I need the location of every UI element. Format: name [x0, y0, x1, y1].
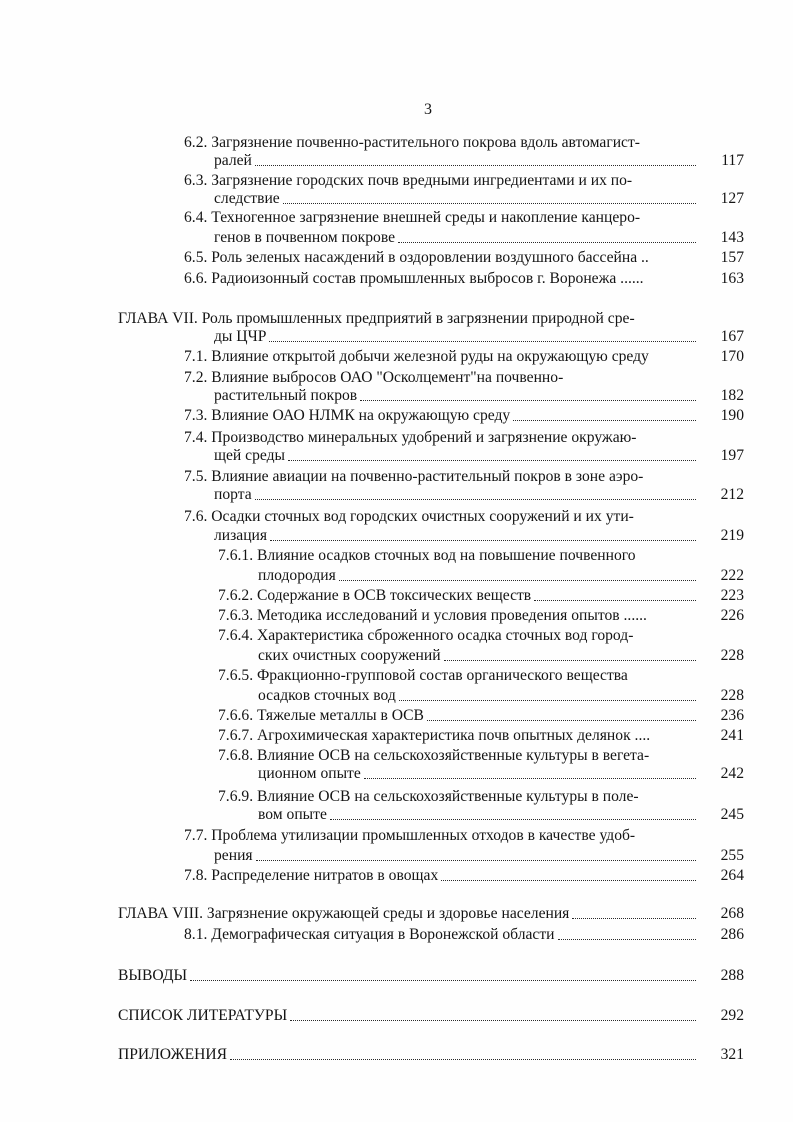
- toc-text: 6.6. Радиоизонный состав промышленных выбросов г. Воронежа ......: [184, 270, 644, 287]
- toc-line: [258, 686, 700, 706]
- toc-line: [218, 666, 628, 686]
- dot-leader: [339, 580, 696, 581]
- toc-line: [258, 805, 700, 825]
- dot-leader: [256, 860, 696, 861]
- toc-line: [218, 706, 700, 726]
- toc-page: 245: [720, 806, 744, 823]
- toc-page: 163: [720, 270, 744, 287]
- toc-text: 7.6. Осадки сточных вод городских очистных сооружений и их ути-: [184, 508, 634, 525]
- toc-text: следствие: [214, 190, 280, 207]
- toc-text: 7.6.5. Фракционно-групповой состав органического вещества: [218, 667, 628, 684]
- dot-leader: [360, 400, 696, 401]
- toc-text: 6.2. Загрязнение почвенно-растительного покрова вдоль автомагист-: [184, 134, 640, 151]
- toc-line: [214, 189, 700, 209]
- toc-page: 292: [720, 1007, 744, 1024]
- toc-line: [214, 386, 700, 406]
- toc-line: [118, 1045, 700, 1065]
- dot-leader: [444, 660, 696, 661]
- toc-text: 6.5. Роль зеленых насаждений в оздоровлении воздушного бассейна ..: [184, 249, 649, 266]
- toc-text: ГЛАВА VII. Роль промышленных предприятий в загрязнении природной сре-: [118, 310, 635, 327]
- toc-page: 212: [720, 486, 744, 503]
- toc-page: 321: [720, 1046, 744, 1063]
- toc-text: 7.6.6. Тяжелые металлы в ОСВ: [218, 707, 424, 724]
- toc-line: [184, 171, 632, 191]
- toc-text: 7.6.1. Влияние осадков сточных вод на повышение почвенного: [218, 547, 636, 564]
- toc-line: [184, 248, 700, 268]
- dot-leader: [269, 341, 696, 342]
- page-number: 3: [424, 101, 432, 118]
- toc-line: [184, 269, 700, 289]
- toc-page: 222: [720, 567, 744, 584]
- toc-page: 223: [720, 587, 744, 604]
- toc-page: 167: [720, 328, 744, 345]
- toc-line: [184, 467, 643, 487]
- dot-leader: [364, 778, 696, 779]
- toc-line: [258, 646, 700, 666]
- toc-line: [258, 566, 700, 586]
- toc-line: [214, 228, 700, 248]
- dot-leader: [399, 700, 696, 701]
- toc-text: 8.1. Демографическая ситуация в Воронежской области: [184, 926, 555, 943]
- toc-text: генов в почвенном покрове: [214, 229, 396, 246]
- toc-text: СПИСОК ЛИТЕРАТУРЫ: [118, 1007, 288, 1024]
- toc-line: [218, 787, 639, 807]
- toc-line: [214, 327, 700, 347]
- toc-page: 264: [720, 867, 744, 884]
- toc-text: порта: [214, 486, 252, 503]
- toc-line: [184, 428, 636, 448]
- toc-page: 242: [720, 765, 744, 782]
- toc-page: 255: [720, 847, 744, 864]
- dot-leader: [513, 420, 696, 421]
- toc-line: [218, 606, 700, 626]
- dot-leader: [558, 939, 696, 940]
- toc-line: [184, 925, 700, 945]
- toc-page: 157: [720, 249, 744, 266]
- toc-page: 268: [720, 905, 744, 922]
- toc-line: [214, 485, 700, 505]
- toc-page: 190: [720, 407, 744, 424]
- toc-page: 197: [720, 447, 744, 464]
- toc-line: [218, 546, 636, 566]
- toc-text: ционном опыте: [258, 765, 361, 782]
- toc-line: [184, 826, 635, 846]
- toc-line: [184, 347, 700, 367]
- toc-text: растительный покров: [214, 387, 358, 404]
- toc-line: [184, 133, 640, 153]
- toc-page: 288: [720, 967, 744, 984]
- toc-text: осадков сточных вод: [258, 687, 396, 704]
- toc-line: [214, 526, 700, 546]
- dot-leader: [427, 720, 696, 721]
- toc-text: ГЛАВА VIII. Загрязнение окружающей среды и здоровье населения: [118, 905, 570, 922]
- dot-leader: [398, 242, 696, 243]
- toc-line: [214, 151, 700, 171]
- toc-line: [118, 1006, 700, 1026]
- toc-text: 7.6.8. Влияние ОСВ на сельскохозяйственные культуры в вегета-: [218, 747, 650, 764]
- toc-page: 228: [720, 687, 744, 704]
- toc-text: 7.6.3. Методика исследований и условия проведения опытов ......: [218, 607, 647, 624]
- toc-line: [258, 764, 700, 784]
- dot-leader: [255, 165, 696, 166]
- toc-text: ских очистных сооружений: [258, 647, 441, 664]
- toc-text: ПРИЛОЖЕНИЯ: [118, 1046, 228, 1063]
- toc-page: 219: [720, 527, 744, 544]
- toc-text: ВЫВОДЫ: [118, 967, 188, 984]
- toc-line: [218, 626, 633, 646]
- dot-leader: [441, 880, 696, 881]
- toc-line: [214, 846, 700, 866]
- toc-page: 226: [720, 607, 744, 624]
- toc-page: 228: [720, 647, 744, 664]
- toc-text: 7.8. Распределение нитратов в овощах: [184, 867, 439, 884]
- toc-page: 241: [720, 727, 744, 744]
- toc-text: 7.2. Влияние выбросов ОАО "Осколцемент"на почвенно-: [184, 369, 564, 386]
- toc-line: [218, 586, 700, 606]
- toc-text: 7.7. Проблема утилизации промышленных отходов в качестве удоб-: [184, 827, 636, 844]
- dot-leader: [230, 1059, 696, 1060]
- toc-text: 7.5. Влияние авиации на почвенно-растительный покров в зоне аэро-: [184, 468, 644, 485]
- dot-leader: [255, 499, 696, 500]
- toc-page: 117: [721, 152, 744, 169]
- toc-text: лизация: [214, 527, 268, 544]
- dot-leader: [283, 203, 696, 204]
- toc-line: [184, 866, 700, 886]
- toc-line: [184, 368, 563, 388]
- toc-text: 6.3. Загрязнение городских почв вредными ингредиентами и их по-: [184, 172, 633, 189]
- toc-text: ды ЦЧР: [214, 328, 267, 345]
- dot-leader: [572, 918, 696, 919]
- toc-line: [118, 904, 700, 924]
- dot-leader: [190, 980, 696, 981]
- toc-page: 236: [720, 707, 744, 724]
- toc-line: [218, 746, 649, 766]
- toc-line: [118, 309, 635, 329]
- toc-text: рения: [214, 847, 253, 864]
- toc-text: 7.6.9. Влияние ОСВ на сельскохозяйственные культуры в поле-: [218, 788, 639, 805]
- toc-text: вом опыте: [258, 806, 327, 823]
- toc-page: 182: [720, 387, 744, 404]
- dot-leader: [330, 819, 696, 820]
- toc-page: 286: [720, 926, 744, 943]
- toc-line: [184, 406, 700, 426]
- toc-text: 6.4. Техногенное загрязнение внешней среды и накопление канцеро-: [184, 209, 641, 226]
- toc-text: 7.6.4. Характеристика сброженного осадка сточных вод город-: [218, 627, 634, 644]
- toc-page: 127: [720, 190, 744, 207]
- toc-text: 7.6.7. Агрохимическая характеристика почв опытных делянок ....: [218, 727, 651, 744]
- toc-line: [184, 507, 634, 527]
- toc-line: [214, 446, 700, 466]
- toc-text: 7.4. Производство минеральных удобрений и загрязнение окружаю-: [184, 429, 637, 446]
- toc-line: [184, 208, 640, 228]
- dot-leader: [288, 460, 696, 461]
- toc-page: 143: [720, 229, 744, 246]
- toc-text: щей среды: [214, 447, 286, 464]
- toc-line: [218, 726, 700, 746]
- dot-leader: [290, 1020, 696, 1021]
- toc-text: 7.1. Влияние открытой добычи железной руды на окружающую среду: [184, 348, 649, 365]
- toc-text: 7.3. Влияние ОАО НЛМК на окружающую среду: [184, 407, 511, 424]
- toc-text: ралей: [214, 152, 252, 169]
- dot-leader: [270, 540, 696, 541]
- toc-text: 7.6.2. Содержание в ОСВ токсических веществ: [218, 587, 532, 604]
- toc-line: [118, 966, 700, 986]
- toc-page: 170: [720, 348, 744, 365]
- dot-leader: [534, 600, 696, 601]
- toc-text: плодородия: [258, 567, 336, 584]
